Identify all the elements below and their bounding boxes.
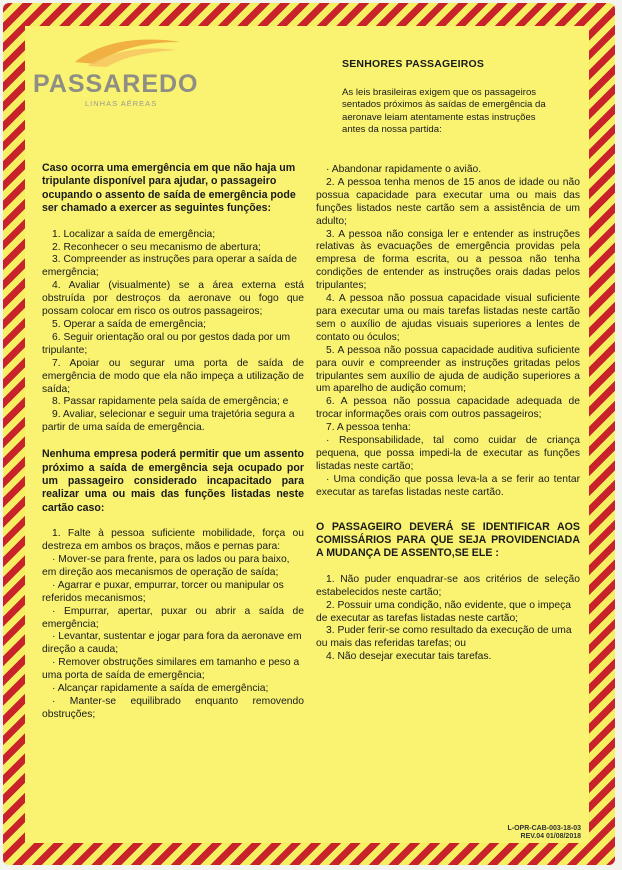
section2-heading: Nenhuma empresa poderá permitir que um assento próximo a saída de emergência seja ocupado por um passageiro considerado incapacitado para realizar uma ou mais das funções listadas neste cartão caso: — [42, 448, 304, 514]
brand-tagline: LINHAS AÉREAS — [85, 99, 158, 108]
list-item: · Responsabilidade, tal como cuidar de criança pequena, que possa impedi-la de executar as funções listadas neste cartão; — [316, 435, 580, 472]
list-item: 5. A pessoa não possua capacidade auditiva suficiente para ouvir e compreender as instruções gritadas pelos tripulantes sem auxílio de ajuda de audição superiores a um aparelho de audição comum; — [316, 344, 580, 395]
left-column — [42, 162, 304, 722]
list-item: · Agarrar e puxar, empurrar, torcer ou manipular os referidos mecanismos; — [42, 579, 284, 604]
form-code: L-OPR-CAB-003-18-03 — [507, 825, 581, 832]
list-item: 6. A pessoa não possua capacidade adequada de trocar informações orais com outros passageiros; — [316, 396, 580, 421]
list-item: 1. Localizar a saída de emergência; — [52, 228, 216, 240]
list-item: · Abandonar rapidamente o avião. — [326, 164, 482, 175]
list-item: 4. Não desejar executar tais tarefas. — [326, 651, 492, 663]
list-item: 2. A pessoa tenha menos de 15 anos de idade ou não possua capacidade para executar uma ou mais das funções listados neste cartão sem a assistência de um adulto; — [316, 176, 580, 227]
list-item: 5. Operar a saída de emergência; — [52, 318, 206, 330]
list-item: · Manter-se equilibrado enquanto removendo obstruções; — [42, 695, 304, 720]
list-item: 7. A pessoa tenha: — [326, 422, 411, 434]
list-item: 9. Avaliar, selecionar e seguir uma trajetória segura a partir de uma saída de emergência. — [42, 409, 295, 434]
list-item: 4. Avaliar (visualmente) se a área externa está obstruída por destroços da aeronave ou fogo que possam colocar em risco os outros passageiros; — [42, 280, 304, 318]
document-code — [507, 825, 581, 841]
list-item: 3. Puder ferir-se como resultado da execução de uma ou mais das referidas tarefas; ou — [316, 625, 572, 650]
passaredo-logo — [33, 36, 199, 108]
list-item: 7. Apoiar ou segurar uma porta de saída de emergência de modo que ela não impeça a utilização de saída; — [42, 357, 304, 395]
list-item: · Uma condição que possa leva-la a se ferir ao tentar executar as tarefas listadas neste cartão. — [316, 473, 580, 498]
list-item: · Empurrar, apertar, puxar ou abrir a saída de emergência; — [42, 605, 304, 630]
list-item: · Mover-se para frente, para os lados ou para baixo, em direção aos mecanismos de operação de saída; — [42, 553, 290, 578]
section1-heading: Caso ocorra uma emergência em que não haja um tripulante disponível para ajudar, o passageiro ocupando o assento de saída de emergência pode ser chamado a exercer as seguintes funções: — [42, 162, 296, 215]
bird-wing-icon — [73, 36, 183, 68]
list-item: 4. A pessoa não possua capacidade visual suficiente para executar uma ou mais tarefas listadas neste cartão sem o auxílio de ajudas visuais superiores a lentes de contato ou óculos; — [316, 293, 580, 343]
list-item: 6. Seguir orientação oral ou por gestos dada por um tripulante; — [42, 331, 291, 356]
list-item: 3. A pessoa não consiga ler e entender as instruções relativas às evacuações de emergência providas pela empresa de forma escrita, ou a pessoa não tenha condições de entender as instruções orais dadas pelos tripulantes; — [316, 228, 580, 292]
list-item: · Alcançar rapidamente a saída de emergência; — [52, 683, 269, 695]
list-item: 2. Reconhecer o seu mecanismo de abertura; — [52, 241, 261, 253]
list-item: 2. Possuir uma condição, não evidente, que o impeça de executar as tarefas listadas neste cartão; — [316, 599, 571, 624]
card-title: SENHORES PASSAGEIROS — [342, 58, 485, 70]
list-item: 1. Falte à pessoa suficiente mobilidade, força ou destreza em ambos os braços, mãos e pernas para: — [42, 528, 304, 553]
list-item: · Remover obstruções similares em tamanho e peso a uma porta de saída de emergência; — [42, 657, 300, 682]
brand-name: PASSAREDO — [33, 70, 199, 98]
section3-heading: O PASSAGEIRO DEVERÁ SE IDENTIFICAR AOS COMISSÁRIOS PARA QUE SEJA PROVIDENCIADA A MUDANÇA DE ASSENTO,SE ELE : — [316, 520, 580, 560]
list-item: 3. Compreender as instruções para operar a saída de emergência; — [42, 254, 297, 279]
list-item: 8. Passar rapidamente pela saída de emergência; e — [52, 396, 289, 408]
right-column — [316, 164, 580, 664]
card-intro: As leis brasileiras exigem que os passageiros sentados próximos às saídas de emergência da aeronave leiam atentamente estas instruções antes da nossa partida: — [342, 87, 546, 136]
list-item: 1. Não puder enquadrar-se aos critérios de seleção estabelecidos neste cartão; — [316, 573, 580, 598]
revision-date: REV.04 01/08/2018 — [520, 833, 581, 840]
list-item: · Levantar, sustentar e jogar para fora da aeronave em direção a cauda; — [42, 631, 302, 656]
